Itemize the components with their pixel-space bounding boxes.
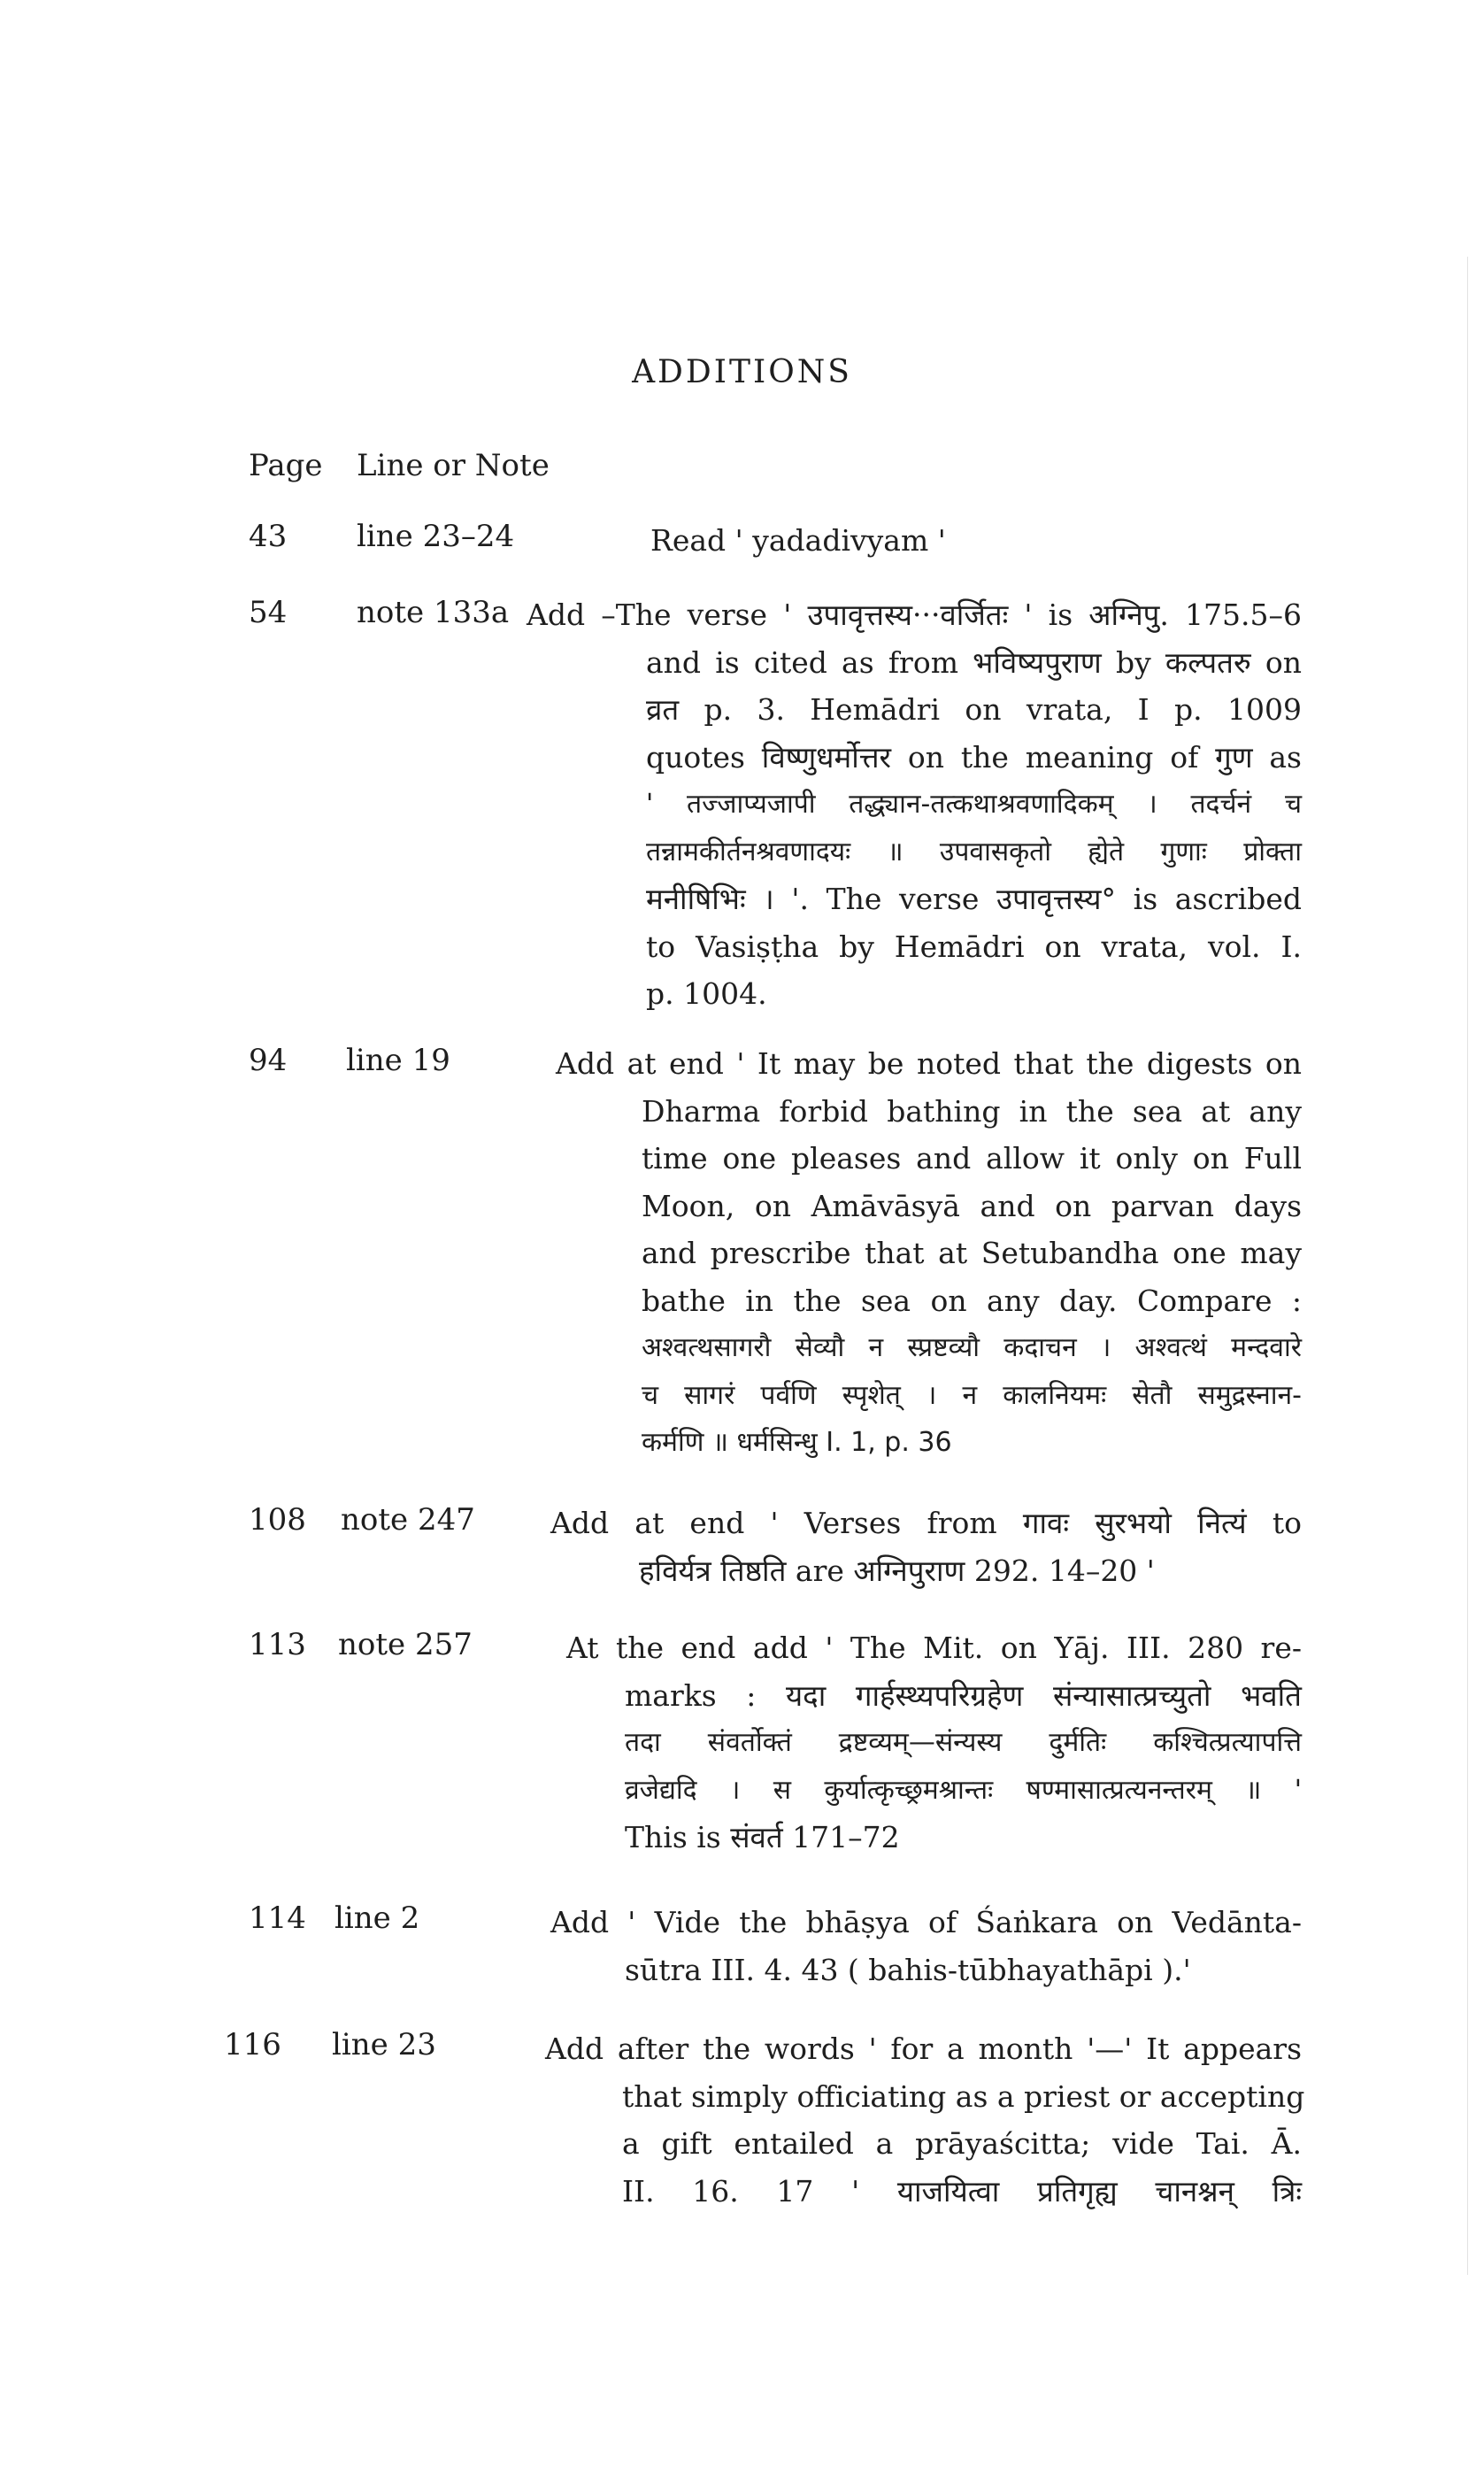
entry-lead-line: Add after the words ' for a month '—' It appears: [545, 2031, 1302, 2066]
entry-line: II. 16. 17 ' याजयित्वा प्रतिगृह्य चानश्नन् त्रिः: [622, 2173, 1302, 2209]
entry-text: [527, 591, 1302, 1018]
entry-line: p. 1004.: [646, 976, 767, 1011]
entry-line: bathe in the sea on any day. Compare :: [642, 1283, 1302, 1318]
entry-line: तदा संवर्तोक्तं द्रष्टव्यम्—संन्यस्य दुर्मतिः कश्चित्प्रत्यापत्ति: [625, 1727, 1302, 1758]
entry-line: मनीषिभिः । '. The verse उपावृत्तस्य° is ascribed: [646, 882, 1302, 916]
entry-line: marks : यदा गार्हस्थ्यपरिग्रहेण संन्यासात्प्रच्युतो भवति: [625, 1677, 1302, 1713]
entry-lead-line: Add at end ' It may be noted that the digests on: [556, 1046, 1302, 1081]
entry-continuation: [625, 1947, 1302, 1994]
entry-lead-line: Add ' Vide the bhāṣya of Śaṅkara on Vedānta-: [550, 1905, 1302, 1939]
entry-text: [550, 1499, 1302, 1594]
entry-location: note 257: [338, 1627, 473, 1662]
entry-line: Dharma forbid bathing in the sea at any: [642, 1093, 1302, 1129]
entry-location: note 247: [341, 1502, 475, 1538]
entry-text: [556, 1040, 1302, 1467]
column-header-line-or-note: Line or Note: [357, 448, 550, 483]
entry-lead-line: Add –The verse ' उपावृत्तस्य···वर्जितः ' is अग्निपु. 175.5–6: [527, 597, 1302, 632]
entry-page-number: 54: [249, 595, 288, 630]
page-title: ADDITIONS: [632, 354, 852, 390]
entry-line: व्रत p. 3. Hemādri on vrata, I p. 1009: [646, 692, 1302, 727]
entry-line: time one pleases and allow it only on Full: [642, 1141, 1302, 1176]
entry-continuation: [625, 1672, 1302, 1862]
entry-line: quotes विष्णुधर्मोत्तर on the meaning of गुण as: [646, 739, 1302, 775]
entry-lead-line: At the end add ' The Mit. on Yāj. III. 280 re-: [566, 1631, 1302, 1665]
entry-line: and is cited as from भविष्यपुराण by कल्पतरु on: [646, 644, 1302, 680]
entry-location: line 23–24: [357, 519, 515, 554]
entry-page-number: 108: [249, 1502, 306, 1538]
entry-continuation: [622, 2073, 1305, 2216]
entry-line: to Vasiṣṭha by Hemādri on vrata, vol. I.: [646, 929, 1302, 964]
entry-location: line 2: [334, 1900, 420, 1936]
entry-text: [650, 517, 1146, 565]
entry-continuation: [642, 1088, 1302, 1467]
entry-page-number: 94: [249, 1043, 288, 1078]
entry-line: sūtra III. 4. 43 ( bahis-tūbhayathāpi ).': [625, 1952, 1191, 1987]
entry-text: [566, 1624, 1302, 1862]
entry-line: अश्वत्थसागरौ सेव्यौ न स्प्रष्टव्यौ कदाचन । अश्वत्थं मन्दवारे: [642, 1332, 1302, 1363]
entry-line: व्रजेद्यदि । स कुर्यात्कृच्छ्रमश्रान्तः षण्मासात्प्रत्यनन्तरम् ॥ ': [625, 1774, 1302, 1806]
entry-page-number: 43: [249, 519, 288, 554]
entry-lead-line: Add at end ' Verses from गावः सुरभयो नित्यं to: [550, 1506, 1302, 1540]
entry-continuation: [646, 639, 1302, 1018]
entry-text: [545, 2025, 1305, 2215]
entry-location: note 133a: [357, 595, 510, 630]
entry-line: and prescribe that at Setubandha one may: [642, 1236, 1302, 1270]
entry-location: line 23: [332, 2027, 436, 2062]
entry-page-number: 116: [224, 2027, 281, 2062]
entry-line: that simply officiating as a priest or accepting: [622, 2078, 1305, 2114]
page-edge-shadow: [1467, 257, 1468, 2275]
column-header-page: Page: [249, 448, 323, 483]
entry-location: line 19: [346, 1043, 450, 1078]
entry-text: [550, 1899, 1302, 1993]
entry-line: च सागरं पर्वणि स्पृशेत् । न कालनियमः सेतौ समुद्रस्नान-: [642, 1379, 1302, 1411]
entry-line: हविर्यत्र तिष्ठति are अग्निपुराण 292. 14–20 ': [639, 1553, 1155, 1588]
entry-page-number: 114: [249, 1900, 306, 1936]
entry-line: a gift entailed a prāyaścitta; vide Tai. Ā.: [622, 2126, 1302, 2161]
entry-line: कर्मणि ॥ धर्मसिन्धु I. 1, p. 36: [642, 1427, 952, 1458]
entry-line: This is संवर्त 171–72: [625, 1820, 900, 1854]
entry-page-number: 113: [249, 1627, 306, 1662]
entry-lead-line: Read ' yadadivyam ': [650, 523, 946, 558]
entry-line: Moon, on Amāvāsyā and on parvan days: [642, 1188, 1302, 1223]
entry-line: ' तज्जाप्यजापी तद्ध्यान-तत्कथाश्रवणादिकम् । तदर्चनं च: [646, 789, 1302, 820]
entry-continuation: [639, 1547, 1302, 1595]
entry-line: तन्नामकीर्तनश्रवणादयः ॥ उपवासकृतो ह्येते गुणाः प्रोक्ता: [646, 836, 1302, 867]
